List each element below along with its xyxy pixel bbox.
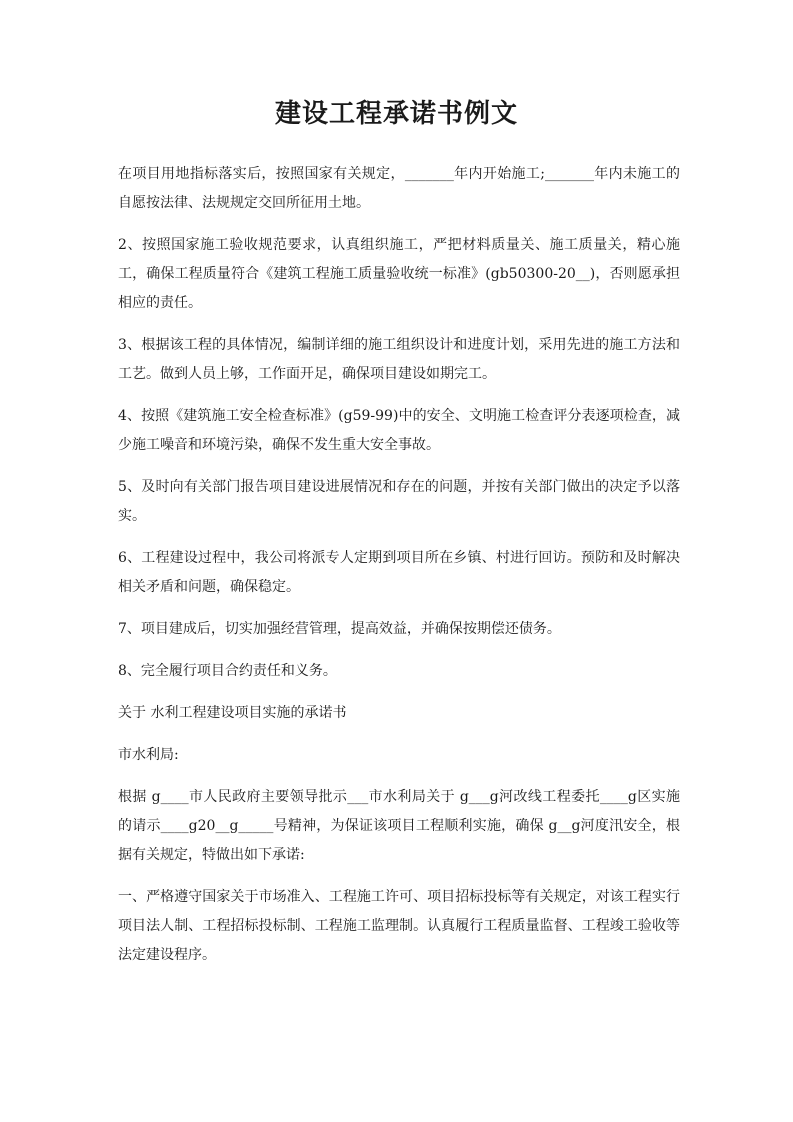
paragraph-quality-standard: 2、按照国家施工验收规范要求，认真组织施工，严把材料质量关、施工质量关，精心施工，确保工程质量符合《建筑工程施工质量验收统一标准》(gb50300-20__)，否则愿承担相应的责任。: [118, 237, 680, 311]
paragraph-progress-report: 5、及时向有关部门报告项目建设进展情况和存在的问题，并按有关部门做出的决定予以落实。: [118, 479, 680, 524]
paragraph-operation-management: 7、项目建成后，切实加强经营管理，提高效益，并确保按期偿还债务。: [118, 621, 561, 637]
paragraph-regulation-compliance: 一、严格遵守国家关于市场准入、工程施工许可、项目招标投标等有关规定，对该工程实行项目法人制、工程招标投标制、工程施工监理制。认真履行工程质量监督、工程竣工验收等法定建设程序。: [118, 889, 680, 963]
paragraph-section-heading: 关于 水利工程建设项目实施的承诺书: [118, 705, 347, 721]
paragraph-basis: 根据 g____市人民政府主要领导批示___市水利局关于 g___g河改线工程委托____g区实施的请示____g20__g_____号精神，为保证该项目工程顺利实施，确保 g__g河度汛安全，根据有关规定，特做出如下承诺:: [118, 789, 680, 863]
paragraph-follow-up-visits: 6、工程建设过程中，我公司将派专人定期到项目所在乡镇、村进行回访。预防和及时解决相关矛盾和问题，确保稳定。: [118, 550, 680, 595]
document-title: 建设工程承诺书例文: [274, 99, 518, 129]
paragraph-contract-obligations: 8、完全履行项目合约责任和义务。: [118, 663, 337, 679]
paragraph-addressee: 市水利局:: [118, 747, 179, 763]
document-body: [118, 160, 680, 983]
paragraph-safety-inspection: 4、按照《建筑施工安全检查标准》(g59-99)中的安全、文明施工检查评分表逐项检查，减少施工噪音和环境污染，确保不发生重大安全事故。: [118, 408, 680, 453]
paragraph-construction-plan: 3、根据该工程的具体情况，编制详细的施工组织设计和进度计划，采用先进的施工方法和工艺。做到人员上够，工作面开足，确保项目建设如期完工。: [118, 337, 680, 382]
paragraph-land-use-commitment: 在项目用地指标落实后，按照国家有关规定，_______年内开始施工;_______年内未施工的自愿按法律、法规规定交回所征用土地。: [118, 166, 680, 211]
